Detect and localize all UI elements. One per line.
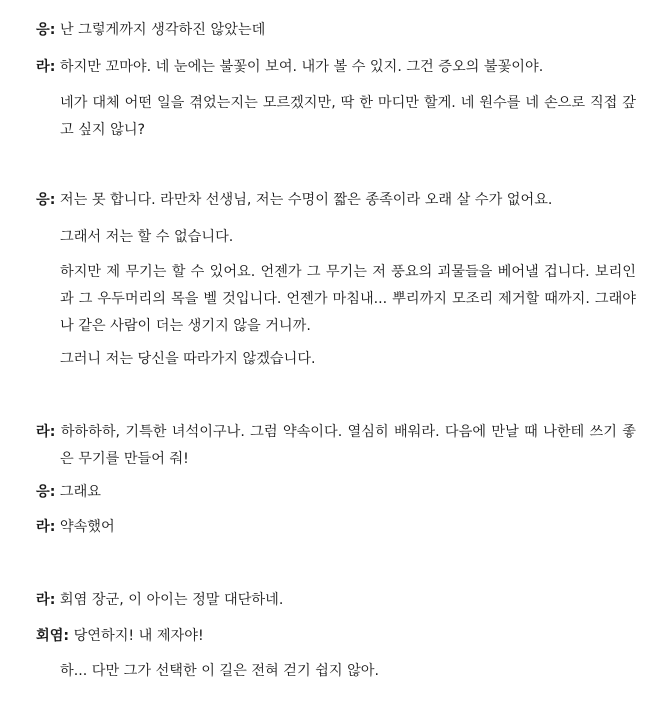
dialogue-text: 하지만 제 무기는 할 수 있어요. 언젠가 그 무기는 저 풍요의 괴물들을 베어낼 겁니다. 보리인과 그 우두머리의 목을 벨 것입니다. 언젠가 마침내... 뿌리까지 모조리 제거할 때까지. 그래야 나 같은 사람이 더는 생기지 않을 거니까. (60, 264, 636, 334)
dialogue-text: 난 그렇게까지 생각하진 않았는데 (55, 22, 266, 38)
dialogue-line-5 (60, 224, 636, 251)
dialogue-line-9 (36, 479, 636, 506)
dialogue-line-2 (36, 54, 636, 81)
speaker-label: 라: (36, 424, 56, 440)
dialogue-text: 저는 못 합니다. 라만차 선생님, 저는 수명이 짧은 종족이라 오래 살 수가 없어요. (55, 192, 553, 208)
speaker-label: 회염: (36, 628, 70, 644)
dialogue-text: 그러니 저는 당신을 따라가지 않겠습니다. (60, 351, 316, 367)
dialogue-line-6 (60, 259, 636, 340)
dialogue-line-7 (60, 346, 636, 373)
dialogue-line-4 (36, 187, 636, 214)
dialogue-text: 당연하지! 내 제자야! (69, 628, 204, 644)
dialogue-line-1 (36, 17, 636, 44)
speaker-label: 라: (36, 519, 56, 535)
dialogue-line-12 (36, 623, 636, 650)
speaker-label: 라: (36, 59, 56, 75)
dialogue-line-11 (36, 587, 636, 614)
speaker-label: 응: (36, 22, 56, 38)
dialogue-text: 네가 대체 어떤 일을 겪었는지는 모르겠지만, 딱 한 마디만 할게. 네 원수를 네 손으로 직접 갚고 싶지 않니? (60, 95, 636, 138)
dialogue-line-8 (36, 419, 636, 473)
dialogue-line-10 (36, 514, 636, 541)
dialogue-text: 하... 다만 그가 선택한 이 길은 전혀 걷기 쉽지 않아. (60, 663, 380, 679)
dialogue-text: 하하하하, 기특한 녀석이구나. 그럼 약속이다. 열심히 배워라. 다음에 만날 때 나한테 쓰기 좋은 무기를 만들어 줘! (55, 424, 636, 467)
dialogue-line-3 (60, 90, 636, 144)
dialogue-line-13 (60, 658, 636, 685)
speaker-label: 응: (36, 192, 56, 208)
speaker-label: 응: (36, 484, 56, 500)
dialogue-text: 그래서 저는 할 수 없습니다. (60, 229, 234, 245)
dialogue-text: 회염 장군, 이 아이는 정말 대단하네. (55, 592, 284, 608)
dialogue-text: 그래요 (55, 484, 102, 500)
dialogue-text: 약속했어 (55, 519, 115, 535)
speaker-label: 라: (36, 592, 56, 608)
dialogue-text: 하지만 꼬마야. 네 눈에는 불꽃이 보여. 내가 볼 수 있지. 그건 증오의 불꽃이야. (55, 59, 544, 75)
